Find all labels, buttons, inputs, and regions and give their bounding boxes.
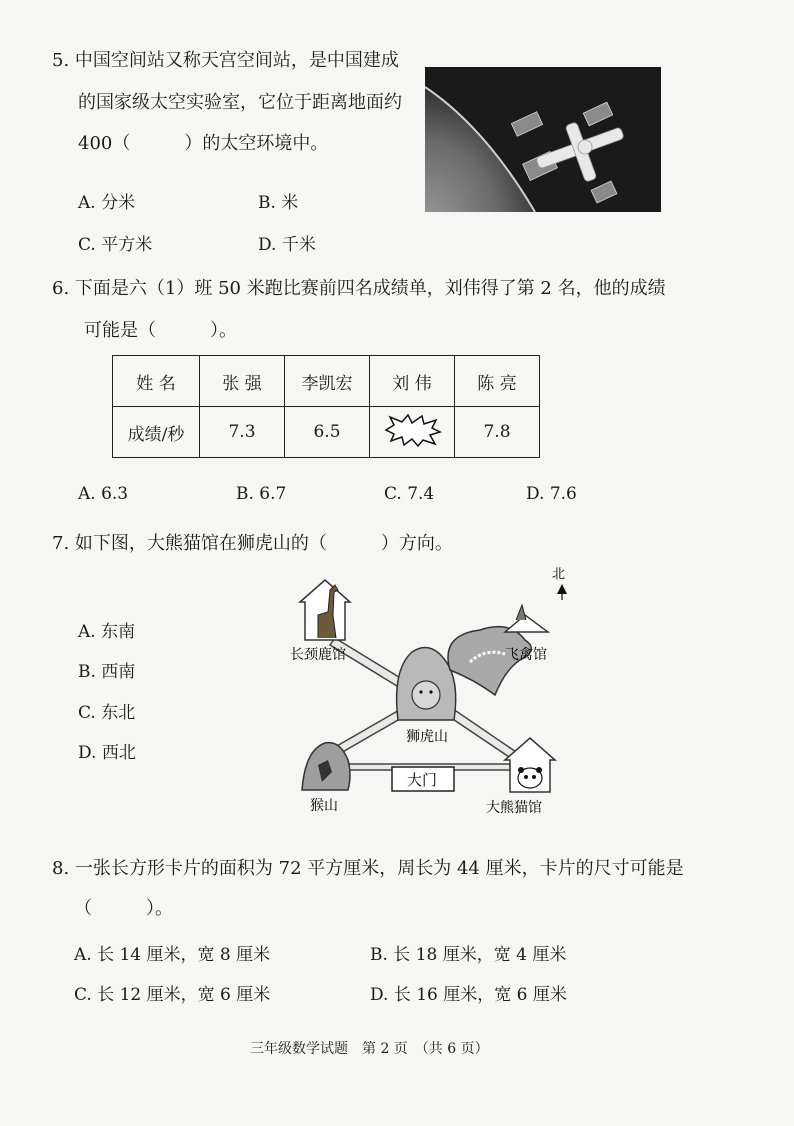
q8-option-b[interactable]: B. 长 18 厘米，宽 4 厘米 [370,945,567,965]
table-cell: 姓 名 [113,356,200,407]
north-arrow-icon [557,584,567,600]
q6-line1: 6. 下面是六（1）班 50 米跑比赛前四名成绩单，刘伟得了第 2 名，他的成绩 [52,278,666,299]
giraffe-label: 长颈鹿馆 [290,646,346,662]
space-station-photo [425,67,661,212]
aviary-label: 飞禽馆 [505,646,547,662]
q5-option-a[interactable]: A. 分米 [78,193,136,213]
panda-house-icon [505,738,555,792]
splat-icon [382,413,442,447]
north-label: 北 [552,566,566,581]
lion-label: 狮虎山 [406,728,448,744]
table-header-row [113,356,540,407]
table-cell: 成绩/秒 [113,407,200,458]
table-row [113,407,540,458]
panda-label: 大熊猫馆 [486,799,542,815]
giraffe-house-icon [300,580,350,640]
table-cell: 7.8 [455,407,540,458]
q8-line2: （ ）。 [74,898,173,919]
q5-line3: 400（ ）的太空环境中。 [78,133,329,154]
q6-option-c[interactable]: C. 7.4 [384,484,435,504]
space-station-icon [425,67,661,212]
table-cell: 7.3 [200,407,285,458]
q7-option-d[interactable]: D. 西北 [78,743,136,763]
q6-option-a[interactable]: A. 6.3 [78,484,129,504]
q8-option-a[interactable]: A. 长 14 厘米，宽 8 厘米 [74,945,271,965]
q7-option-a[interactable]: A. 东南 [78,622,136,642]
q8-line1: 8. 一张长方形卡片的面积为 72 平方厘米，周长为 44 厘米，卡片的尺寸可能是 [52,858,684,879]
gate-label: 大门 [407,772,438,789]
q6-line2: 可能是（ ）。 [84,320,237,341]
table-cell: 陈 亮 [455,356,540,407]
hidden-score-cell [370,407,455,458]
q7-option-b[interactable]: B. 西南 [78,662,136,682]
table-cell: 张 强 [200,356,285,407]
q8-option-d[interactable]: D. 长 16 厘米，宽 6 厘米 [370,985,567,1005]
q5-option-d[interactable]: D. 千米 [258,235,316,255]
scores-table [112,355,540,458]
q7-line1: 7. 如下图，大熊猫馆在狮虎山的（ ）方向。 [52,533,453,554]
q5-line1: 5. 中国空间站又称天宫空间站，是中国建成 [52,50,399,71]
q5-option-b[interactable]: B. 米 [258,193,299,213]
monkey-label: 猴山 [310,797,338,813]
q8-option-c[interactable]: C. 长 12 厘米，宽 6 厘米 [74,985,271,1005]
zoo-map [280,560,580,825]
table-cell: 李凯宏 [285,356,370,407]
monkey-mountain-icon [302,743,350,790]
lion-mountain-icon [397,648,456,721]
q5-option-c[interactable]: C. 平方米 [78,235,153,255]
q7-option-c[interactable]: C. 东北 [78,703,136,723]
q6-option-b[interactable]: B. 6.7 [236,484,287,504]
q6-option-d[interactable]: D. 7.6 [526,484,577,504]
table-cell: 6.5 [285,407,370,458]
page-footer: 三年级数学试题 第 2 页 （共 6 页） [250,1041,489,1057]
q5-line2: 的国家级太空实验室，它位于距离地面约 [78,92,402,113]
table-cell: 刘 伟 [370,356,455,407]
